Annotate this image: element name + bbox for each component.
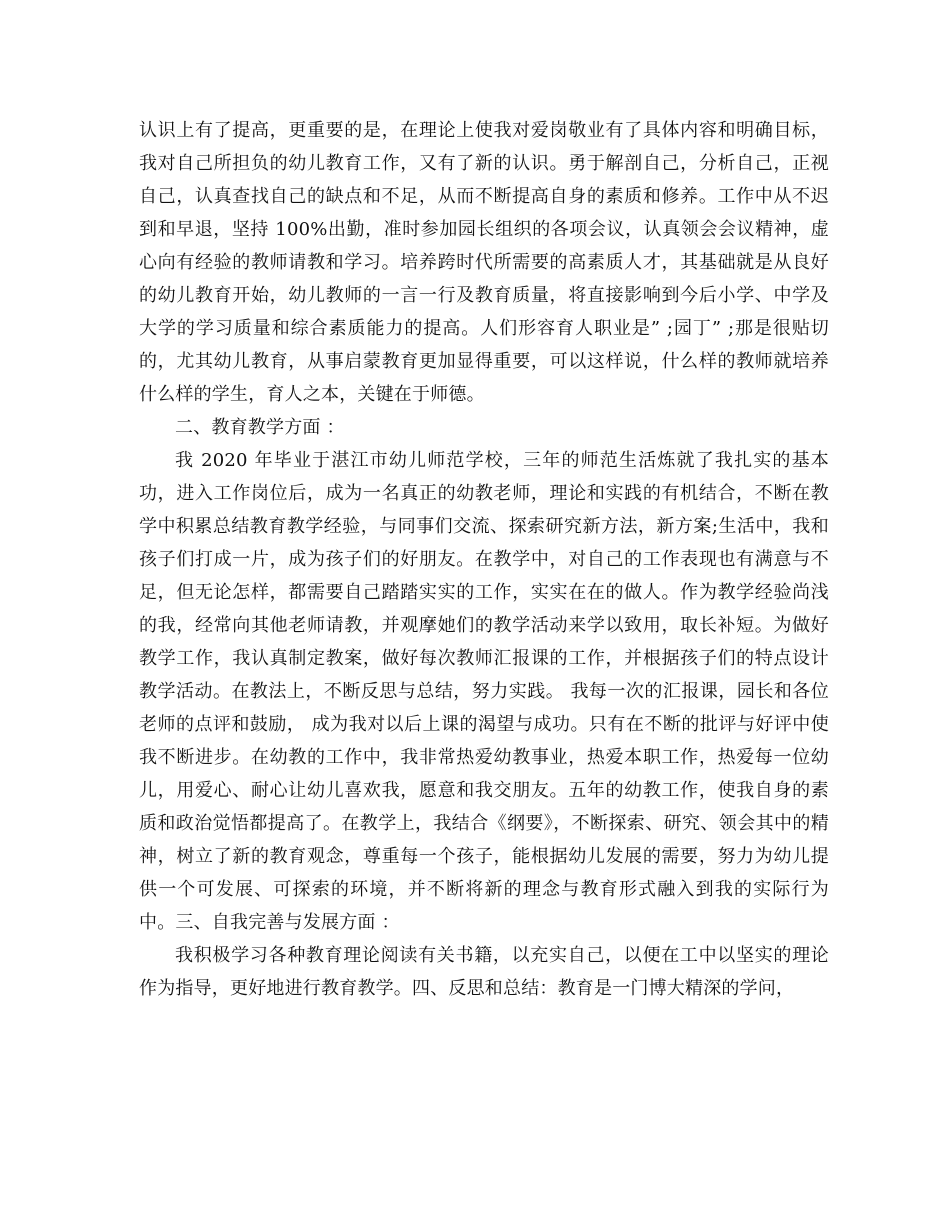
document-body [139, 114, 829, 1005]
paragraph-teaching: 我 2020 年毕业于湛江市幼儿师范学校，三年的师范生活炼就了我扎实的基本功，进入工作岗位后，成为一名真正的幼教老师，理论和实践的有机结合，不断在教学中积累总结教育教学经验，与同事们交流、探索研究新方法，新方案;生活中，我和孩子们打成一片，成为孩子们的好朋友。在教学中，对自己的工作表现也有满意与不足，但无论怎样，都需要自己踏踏实实的工作，实实在在的做人。作为教学经验尚浅的我，经常向其他老师请教，并观摩她们的教学活动来学以致用，取长补短。为做好教学工作，我认真制定教案，做好每次教师汇报课的工作，并根据孩子们的特点设计教学活动。在教法上，不断反思与总结，努力实践。 我每一次的汇报课，园长和各位老师的点评和鼓励， 成为我对以后上课的渴望与成功。只有在不断的批评与好评中使我不断进步。在幼教的工作中，我非常热爱幼教事业，热爱本职工作，热爱每一位幼儿，用爱心、耐心让幼儿喜欢我，愿意和我交朋友。五年的幼教工作，使我自身的素质和政治觉悟都提高了。在教学上，我结合《纲要》，不断探索、研究、领会其中的精神，树立了新的教育观念，尊重每一个孩子，能根据幼儿发展的需要，努力为幼儿提供一个可发展、可探索的环境，并不断将新的理念与教育形式融入到我的实际行为中。三、自我完善与发展方面 ： [139, 450, 829, 933]
section-heading-teaching: 二、教育教学方面 ： [175, 417, 345, 438]
paragraph-continuation: 认识上有了提高，更重要的是，在理论上使我对爱岗敬业有了具体内容和明确目标，我对自己所担负的幼儿教育工作，又有了新的认识。勇于解剖自己，分析自己，正视自己，认真查找自己的缺点和不足，从而不断提高自身的素质和修养。工作中从不迟到和早退，坚持 100%出勤，准时参加园长组织的各项会议，认真领会会议精神，虚心向有经验的教师请教和学习。培养跨时代所需要的高素质人才，其基础就是从良好的幼儿教育开始，幼儿教师的一言一行及教育质量，将直接影响到今后小学、中学及大学的学习质量和综合素质能力的提高。人们形容育人职业是” ;园丁” ;那是很贴切的，尤其幼儿教育，从事启蒙教育更加显得重要，可以这样说，什么样的教师就培养什么样的学生，育人之本，关键在于师德。 [139, 120, 829, 405]
paragraph-self-improvement: 我积极学习各种教育理论阅读有关书籍，以充实自己，以便在工中以坚实的理论作为指导，更好地进行教育教学。四、反思和总结：教育是一门博大精深的学问， [139, 945, 829, 999]
